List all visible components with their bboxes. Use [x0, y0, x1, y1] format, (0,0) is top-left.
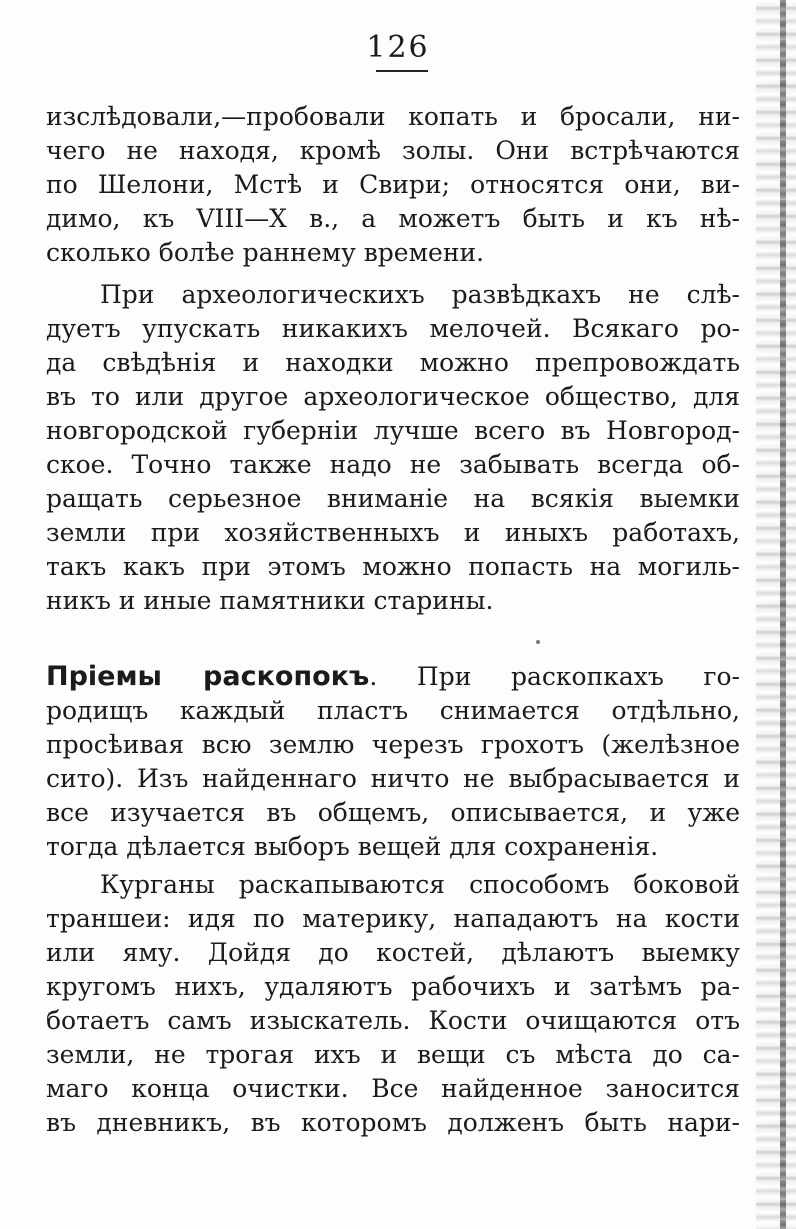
text-line: ское. Точно также надо не забывать всегда об- — [46, 450, 740, 479]
text-line: въ дневникъ, въ которомъ долженъ быть нари- — [46, 1108, 740, 1137]
text-line: При археологическихъ развѣдкахъ не слѣ- — [100, 280, 740, 309]
text-line: да свѣдѣнія и находки можно препровождать — [46, 348, 740, 377]
paragraph-2 — [46, 278, 740, 618]
ink-speck — [536, 640, 540, 644]
text-line: изслѣдовали,—пробовали копать и бросали, ни- — [46, 102, 740, 131]
text-line: никъ и иные памятники старины. — [46, 586, 494, 615]
text-line: ботаетъ самъ изыскатель. Кости очищаются отъ — [46, 1006, 740, 1035]
page-number-rule — [376, 70, 428, 72]
paragraph-3 — [46, 660, 740, 864]
text-line: тогда дѣлается выборъ вещей для сохраненія. — [46, 832, 659, 861]
text-line — [46, 660, 740, 694]
text-line: сколько болѣе раннему времени. — [46, 238, 485, 267]
text-line: новгородской губерніи лучше всего въ Новгород- — [46, 416, 740, 445]
paragraph-4 — [46, 868, 740, 1140]
text-line: димо, къ VIII—X в., а можетъ быть и къ нѣ- — [46, 204, 740, 233]
text-line: траншеи: идя по материку, нападаютъ на кости — [46, 904, 740, 933]
text-line: земли при хозяйственныхъ и иныхъ работахъ, — [46, 518, 740, 547]
text-line: просѣивая всю землю черезъ грохотъ (желѣзное — [46, 730, 740, 759]
text-line: ращать серьезное вниманіе на всякія выемки — [46, 484, 740, 513]
section-heading: Пріемы раскопокъ — [46, 661, 370, 692]
paragraph-1 — [46, 100, 740, 270]
text-line: дуетъ упускать никакихъ мелочей. Всякаго ро- — [46, 314, 740, 343]
text-line: сито). Изъ найденнаго ничто не выбрасывается и — [46, 764, 740, 793]
text-line: по Шелони, Мстѣ и Свири; относятся они, ви- — [46, 170, 740, 199]
text-line-continuation: . При раскопкахъ го- — [369, 662, 740, 691]
page-edge-scan-artifact — [756, 0, 796, 1229]
page-number: 126 — [366, 30, 430, 65]
text-line: Курганы раскапываются способомъ боковой — [100, 870, 740, 899]
text-line: въ то или другое археологическое общество, для — [46, 382, 740, 411]
text-line: родищъ каждый пластъ снимается отдѣльно, — [46, 696, 740, 725]
text-line: чего не находя, кромѣ золы. Они встрѣчаются — [46, 136, 740, 165]
text-line: все изучается въ общемъ, описывается, и уже — [46, 798, 740, 827]
text-line: маго конца очистки. Все найденное заносится — [46, 1074, 740, 1103]
text-line: такъ какъ при этомъ можно попасть на могиль- — [46, 552, 740, 581]
text-line: кругомъ нихъ, удаляютъ рабочихъ и затѣмъ ра- — [46, 972, 740, 1001]
text-line: земли, не трогая ихъ и вещи съ мѣста до са- — [46, 1040, 740, 1069]
text-line: или яму. Дойдя до костей, дѣлаютъ выемку — [46, 938, 740, 967]
